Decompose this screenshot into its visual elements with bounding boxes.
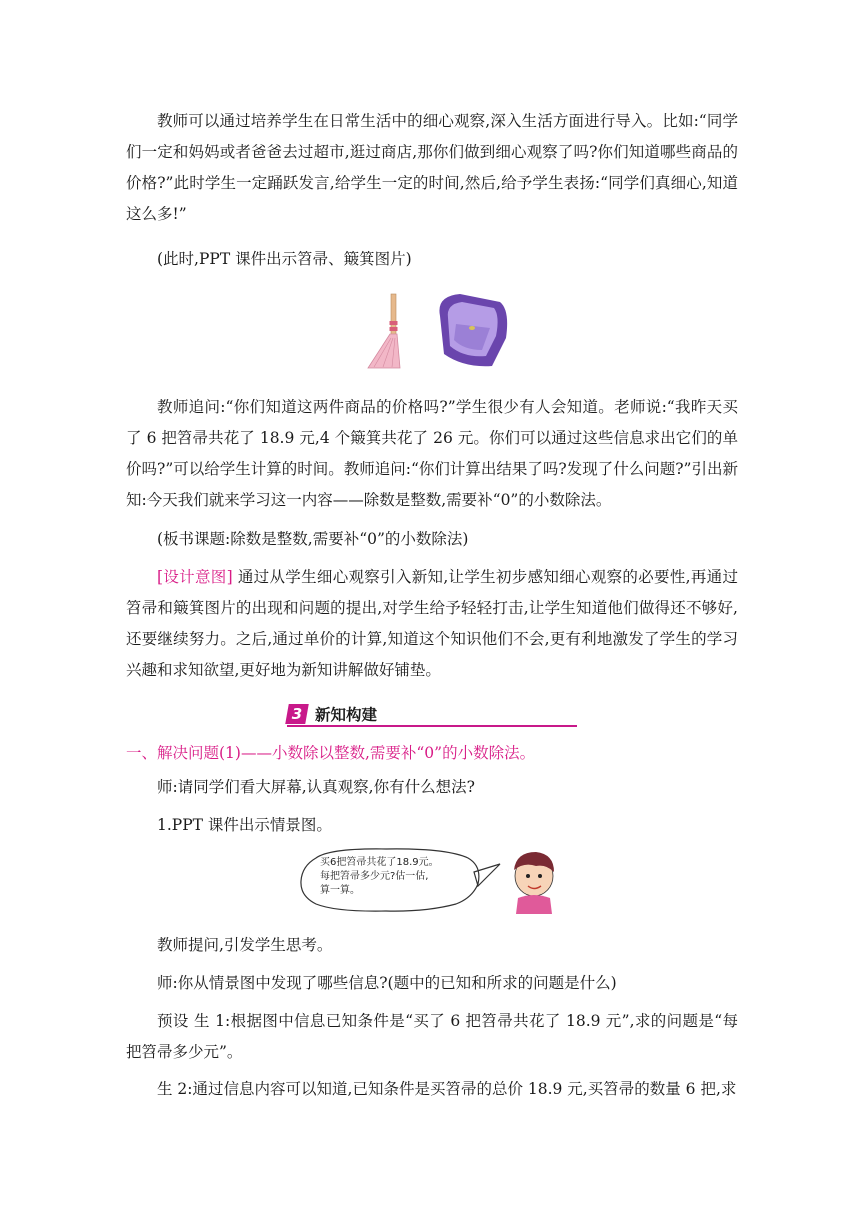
student-1-answer: 预设 生 1:根据图中信息已知条件是“买了 6 把笤帚共花了 18.9 元”,求的问题是“每把笤帚多少元”。: [126, 1012, 738, 1061]
boy-cartoon: [514, 852, 554, 914]
broom-dustpan-figure: [360, 288, 520, 370]
teacher-prompt: 师:请同学们看大屏幕,认真观察,你有什么想法?: [157, 778, 475, 796]
dustpan-image: [439, 294, 507, 366]
section-number-badge: [285, 704, 309, 724]
design-intent-label: [设计意图]: [157, 568, 233, 586]
intro-paragraph: 教师可以通过培养学生在日常生活中的细心观察,深入生活方面进行导入。比如:“同学们一定和妈妈或者爸爸去过超市,逛过商店,那你们做到细心观察了吗?你们知道哪些商品的价格?”此时学生一定踊跃发言,给学生一定的时间,然后,给予学生表扬:“同学们真细心,知道这么多!”: [126, 112, 738, 223]
student-2-answer: 生 2:通过信息内容可以知道,已知条件是买笤帚的总价 18.9 元,买笤帚的数量 6 把,求: [157, 1080, 737, 1098]
bubble-line-2: 每把笤帚多少元?估一估,: [320, 871, 429, 882]
teacher-info: 师:你从情景图中发现了哪些信息?(题中的已知和所求的问题是什么): [157, 974, 617, 992]
design-intent-paragraph: [126, 562, 738, 686]
step-1: 1.PPT 课件出示情景图。: [157, 816, 332, 834]
teacher-ask-paragraph: 教师追问:“你们知道这两件商品的价格吗?”学生很少有人会知道。老师说:“我昨天买了 6 把笤帚共花了 18.9 元,4 个簸箕共花了 26 元。你们可以通过这些信息求出它们的单价吗?”可以给学生计算的时间。教师追问:“你们计算出结果了吗?发现了什么问题?”引出新知:今天我们就来学习这一内容——除数是整数,需要补“0”的小数除法。: [126, 398, 738, 509]
ppt-note: (此时,PPT 课件出示笤帚、簸箕图片): [157, 250, 412, 268]
broom-image: [368, 294, 400, 368]
section-header: [287, 703, 577, 727]
section-title: 新知构建: [315, 706, 378, 724]
design-intent-text: 通过从学生细心观察引入新知,让学生初步感知细心观察的必要性,再通过笤帚和簸箕图片的出现和问题的提出,对学生给予轻轻打击,让学生知道他们做得还不够好,还要继续努力。之后,通过单价的计算,知道这个知识他们不会,更有利地激发了学生的学习兴趣和求知欲望,更好地为新知讲解做好铺垫。: [126, 568, 738, 679]
subheading: 一、解决问题(1)——小数除以整数,需要补“0”的小数除法。: [126, 744, 536, 762]
teacher-question: 教师提问,引发学生思考。: [157, 936, 333, 954]
section-rule: [287, 725, 577, 727]
bubble-line-3: 算一算。: [320, 885, 360, 896]
board-note: (板书课题:除数是整数,需要补“0”的小数除法): [157, 530, 469, 548]
bubble-line-1: 买6把笤帚共花了18.9元。: [320, 857, 439, 868]
section-number: 3: [291, 705, 303, 723]
